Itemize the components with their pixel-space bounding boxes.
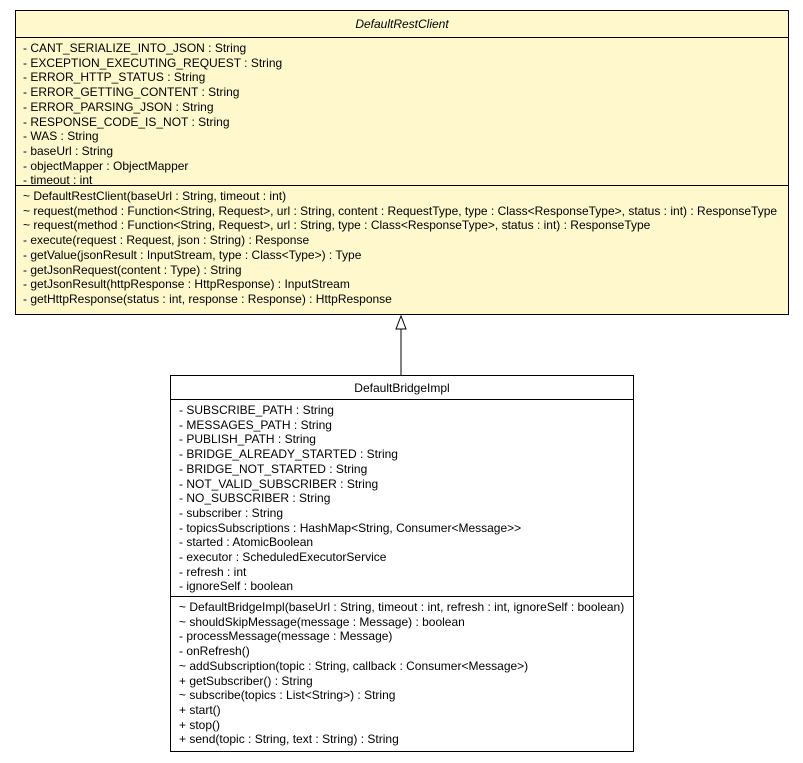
operation-row: + stop() xyxy=(179,717,221,732)
operation-row: + getSubscriber() : String xyxy=(179,673,313,688)
operation-row: + start() xyxy=(179,702,221,717)
attribute-row: - EXCEPTION_EXECUTING_REQUEST : String xyxy=(23,55,283,70)
attribute-row: - BRIDGE_ALREADY_STARTED : String xyxy=(179,447,398,462)
attribute-row: - MESSAGES_PATH : String xyxy=(179,417,332,432)
attribute-row: - topicsSubscriptions : HashMap<String, Consumer<Message>> xyxy=(179,520,522,535)
operation-row: ~ subscribe(topics : List<String>) : String xyxy=(179,688,396,703)
class-box-default-rest-client[interactable] xyxy=(15,10,789,315)
operation-row: - getJsonRequest(content : Type) : String xyxy=(23,262,242,277)
operation-row: ~ DefaultRestClient(baseUrl : String, timeout : int) xyxy=(23,189,287,203)
attribute-row: - ERROR_PARSING_JSON : String xyxy=(23,99,214,114)
operation-row: ~ addSubscription(topic : String, callback : Consumer<Message>) xyxy=(179,658,529,673)
operation-row: - getHttpResponse(status : int, response : Response) : HttpResponse xyxy=(23,291,392,306)
attribute-row: - RESPONSE_CODE_IS_NOT : String xyxy=(23,114,230,129)
class-name-default-bridge-impl: DefaultBridgeImpl xyxy=(171,376,633,400)
attribute-row: - BRIDGE_NOT_STARTED : String xyxy=(179,461,368,476)
operation-row: - getValue(jsonResult : InputStream, type : Class<Type>) : Type xyxy=(23,247,362,262)
operation-row: ~ request(method : Function<String, Request>, url : String, content : RequestType, type : Class<ResponseType>, status : int) : ResponseType xyxy=(23,203,778,218)
attribute-row: - refresh : int xyxy=(179,564,247,579)
attribute-row: - CANT_SERIALIZE_INTO_JSON : String xyxy=(23,41,247,55)
inheritance-arrowhead xyxy=(396,316,406,329)
operation-row: - execute(request : Request, json : String) : Response xyxy=(23,233,310,248)
class-name-default-rest-client: DefaultRestClient xyxy=(16,11,788,38)
operation-row: - onRefresh() xyxy=(179,644,250,659)
attribute-row: - SUBSCRIBE_PATH : String xyxy=(179,403,334,417)
operations-section xyxy=(171,597,633,747)
attribute-row: - ignoreSelf : boolean xyxy=(179,579,294,594)
attribute-row: - objectMapper : ObjectMapper xyxy=(23,158,189,173)
operation-row: ~ DefaultBridgeImpl(baseUrl : String, timeout : int, refresh : int, ignoreSelf : boolean) xyxy=(179,600,625,614)
attributes-section xyxy=(171,400,633,597)
attribute-row: - ERROR_HTTP_STATUS : String xyxy=(23,70,206,85)
attribute-row: - ERROR_GETTING_CONTENT : String xyxy=(23,85,240,100)
attribute-row: - timeout : int xyxy=(23,173,93,188)
operation-row: - getJsonResult(httpResponse : HttpResponse) : InputStream xyxy=(23,277,350,292)
class-box-default-bridge-impl[interactable] xyxy=(170,375,634,752)
operation-row: ~ request(method : Function<String, Request>, url : String, type : Class<ResponseType>, status : int) : ResponseType xyxy=(23,218,651,233)
attribute-row: - executor : ScheduledExecutorService xyxy=(179,550,387,565)
operation-row: - processMessage(message : Message) xyxy=(179,629,393,644)
operation-row: ~ shouldSkipMessage(message : Message) : boolean xyxy=(179,614,465,629)
attribute-row: - NOT_VALID_SUBSCRIBER : String xyxy=(179,476,379,491)
operations-section xyxy=(16,186,788,307)
attribute-row: - subscriber : String xyxy=(179,505,284,520)
attribute-row: - PUBLISH_PATH : String xyxy=(179,432,316,447)
attribute-row: - NO_SUBSCRIBER : String xyxy=(179,491,331,506)
attribute-row: - baseUrl : String xyxy=(23,143,114,158)
attribute-row: - WAS : String xyxy=(23,129,99,144)
attribute-row: - started : AtomicBoolean xyxy=(179,535,314,550)
attributes-section xyxy=(16,38,788,186)
operation-row: + send(topic : String, text : String) : String xyxy=(179,732,399,747)
